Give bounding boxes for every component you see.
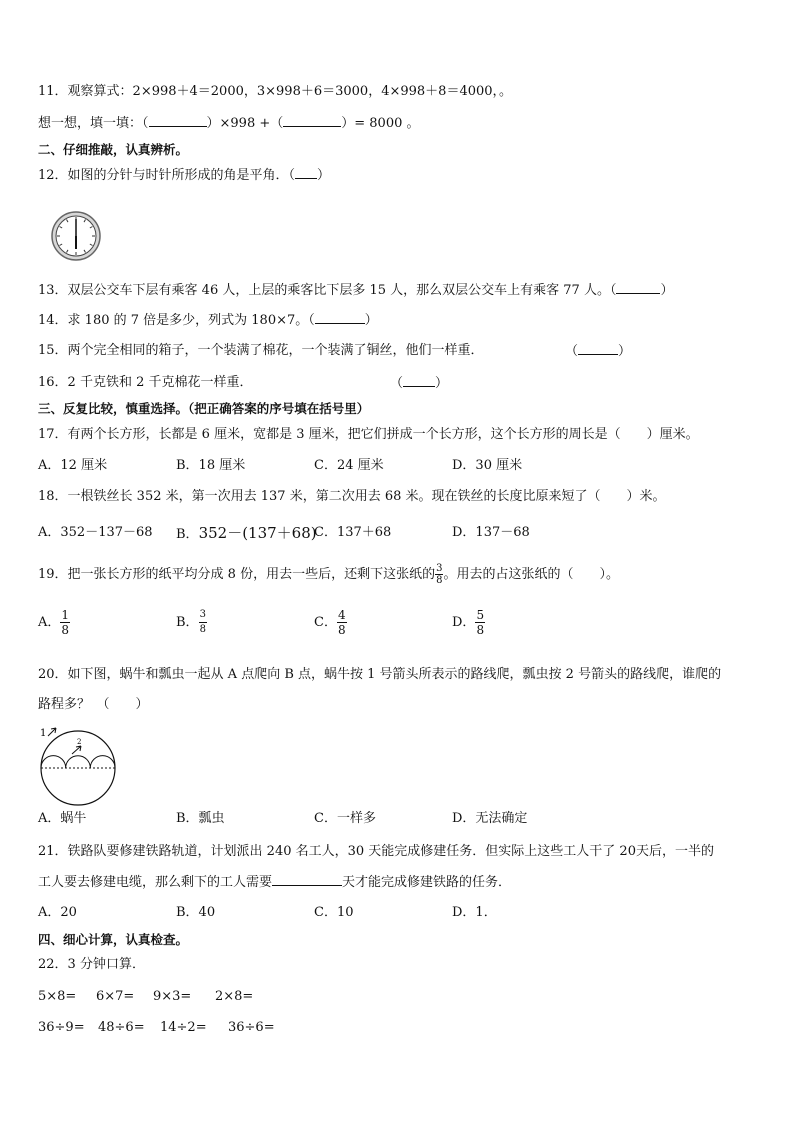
q11-line2 <box>38 114 420 133</box>
q20-line2: 路程多？ （ ） <box>38 697 149 712</box>
section-2-heading: 二、仔细推敲，认真辨析。 <box>38 142 189 157</box>
q11-line2-a: 想一想，填一填：（ <box>38 116 149 131</box>
q22-calc-8[interactable]: 36÷6= <box>228 1020 275 1035</box>
q14 <box>38 311 378 330</box>
q20-option-a[interactable]: A．蜗牛 <box>38 811 87 826</box>
q18-text: 18．一根铁丝长 352 米，第一次用去 137 米，第二次用去 68 米。现在铁丝的长度比原来短了（ ）米。 <box>38 489 666 504</box>
section-4-heading: 四、细心计算，认真检查。 <box>38 932 189 947</box>
q18-option-d[interactable]: D．137－68 <box>452 525 530 540</box>
q18-option-b-letter: B． <box>176 527 199 542</box>
q19-frac-den: 8 <box>436 575 443 586</box>
q11-line2-c: ）= 8000 。 <box>341 116 420 131</box>
q21-option-c[interactable]: C．10 <box>314 905 354 920</box>
q20-option-b[interactable]: B．瓢虫 <box>176 811 225 826</box>
q19-option-d-letter: D． <box>452 615 476 630</box>
q21-answer-blank[interactable] <box>272 873 342 886</box>
small-semicircles-route <box>41 756 115 768</box>
q19-option-b-fraction <box>199 608 207 637</box>
q17-option-c[interactable]: C．24 厘米 <box>314 458 384 473</box>
q16-answer <box>390 374 448 393</box>
arrow-1-icon <box>48 728 56 736</box>
arrow-2-label: 2 <box>77 738 82 746</box>
frac-num: 1 <box>61 608 70 622</box>
q19-option-a-letter: A． <box>38 615 61 630</box>
q21-option-d[interactable]: D．1． <box>452 905 497 920</box>
arrow-2-icon <box>72 746 81 754</box>
q17-option-b[interactable]: B．18 厘米 <box>176 458 246 473</box>
q18-option-c[interactable]: C．137＋68 <box>314 525 392 540</box>
q21-line2-b: 天才能完成修建铁路的任务． <box>342 875 512 890</box>
q12 <box>38 166 330 185</box>
q19-option-c-fraction <box>337 608 347 637</box>
frac-den: 8 <box>337 623 346 637</box>
q22-calc-1[interactable]: 5×8= <box>38 989 77 1004</box>
q19-text <box>38 563 619 586</box>
q17-option-d[interactable]: D．30 厘米 <box>452 458 523 473</box>
q15-text: 15．两个完全相同的箱子，一个装满了棉花，一个装满了铜丝，他们一样重． <box>38 343 484 358</box>
q12-close: ） <box>317 168 331 183</box>
q16-answer-blank[interactable] <box>403 374 435 387</box>
q13-text: 13．双层公交车下层有乘客 46 人，上层的乘客比下层多 15 人，那么双层公交车上有乘客 77 人。（ <box>38 283 617 298</box>
q18-option-a[interactable]: A．352－137－68 <box>38 525 153 540</box>
q19-option-b-letter: B． <box>176 615 199 630</box>
frac-den: 8 <box>61 623 70 637</box>
q12-answer-blank[interactable] <box>295 166 317 179</box>
q19-option-c-letter: C． <box>314 615 337 630</box>
q19-option-b[interactable] <box>176 608 207 637</box>
q19-text-after: 。用去的占这张纸的（ ）。 <box>443 567 619 582</box>
q17-option-a[interactable]: A．12 厘米 <box>38 458 108 473</box>
q18-option-b-expr: 352－(137＋68) <box>198 524 317 542</box>
q21-line2 <box>38 873 511 892</box>
clock-figure <box>50 210 102 262</box>
frac-num: 3 <box>199 608 207 623</box>
q13-close: ） <box>660 283 674 298</box>
q19-text-before: 19．把一张长方形的纸平均分成 8 份，用去一些后，还剩下这张纸的 <box>38 567 436 582</box>
q14-answer-blank[interactable] <box>315 311 365 324</box>
q22-calc-5[interactable]: 36÷9= <box>38 1020 85 1035</box>
q22-calc-2[interactable]: 6×7= <box>96 989 135 1004</box>
q22-calc-6[interactable]: 48÷6= <box>98 1020 145 1035</box>
q20-option-c[interactable]: C．一样多 <box>314 811 376 826</box>
q11-line2-b: ）×998 +（ <box>206 116 284 131</box>
route-figure <box>36 724 124 808</box>
section-3-heading: 三、反复比较，慎重选择。（把正确答案的序号填在括号里） <box>38 401 370 416</box>
q13-answer-blank[interactable] <box>616 281 660 294</box>
q15-answer-blank[interactable] <box>578 342 618 355</box>
q16-close: ） <box>435 376 449 391</box>
arrow-1-label: 1 <box>40 728 47 739</box>
q21-option-b[interactable]: B．40 <box>176 905 216 920</box>
q16-text: 16．2 千克铁和 2 千克棉花一样重． <box>38 375 253 390</box>
q21-option-a[interactable]: A．20 <box>38 905 77 920</box>
q12-text: 12．如图的分针与时针所形成的角是平角．（ <box>38 168 296 183</box>
q11-blank-2[interactable] <box>283 114 341 127</box>
q19-option-a-fraction <box>60 608 70 637</box>
q14-close: ） <box>364 313 378 328</box>
q21-line1: 21．铁路队要修建铁路轨道，计划派出 240 名工人，30 天能完成修建任务．但实际上这些工人干了 20天后，一半的 <box>38 844 714 859</box>
q19-option-a[interactable] <box>38 608 70 637</box>
q14-text: 14．求 180 的 7 倍是多少，列式为 180×7。（ <box>38 313 315 328</box>
q13 <box>38 281 673 300</box>
q19-option-d[interactable] <box>452 608 485 637</box>
frac-num: 5 <box>476 608 485 622</box>
q20-option-d[interactable]: D．无法确定 <box>452 811 528 826</box>
q19-option-d-fraction <box>475 608 485 637</box>
q19-frac-num: 3 <box>436 563 443 574</box>
q15-answer <box>565 342 631 361</box>
q17-text: 17．有两个长方形，长都是 6 厘米，宽都是 3 厘米，把它们拼成一个长方形，这个长方形的周长是（ ）厘米。 <box>38 427 699 442</box>
frac-den: 8 <box>476 623 485 637</box>
q21-line2-a: 工人要去修建电缆，那么剩下的工人需要 <box>38 875 273 890</box>
q15-open: （ <box>565 344 579 359</box>
q11-blank-1[interactable] <box>149 114 207 127</box>
q20-line1: 20．如下图，蜗牛和瓢虫一起从 A 点爬向 B 点，蜗牛按 1 号箭头所表示的路线爬，瓢虫按 2 号箭头的路线爬，谁爬的 <box>38 667 722 682</box>
q18-option-b[interactable] <box>176 524 317 544</box>
q22-calc-4[interactable]: 2×8= <box>215 989 254 1004</box>
frac-num: 4 <box>337 608 346 622</box>
q11-line1: 11．观察算式：2×998＋4＝2000，3×998＋6＝3000，4×998＋8＝4000，。 <box>38 84 513 99</box>
q16-open: （ <box>390 376 404 391</box>
q22-calc-3[interactable]: 9×3= <box>153 989 192 1004</box>
q22-title: 22．3 分钟口算． <box>38 957 145 972</box>
q22-calc-7[interactable]: 14÷2= <box>160 1020 207 1035</box>
q19-option-c[interactable] <box>314 608 347 637</box>
frac-den: 8 <box>199 624 206 635</box>
q15-close: ） <box>618 344 632 359</box>
